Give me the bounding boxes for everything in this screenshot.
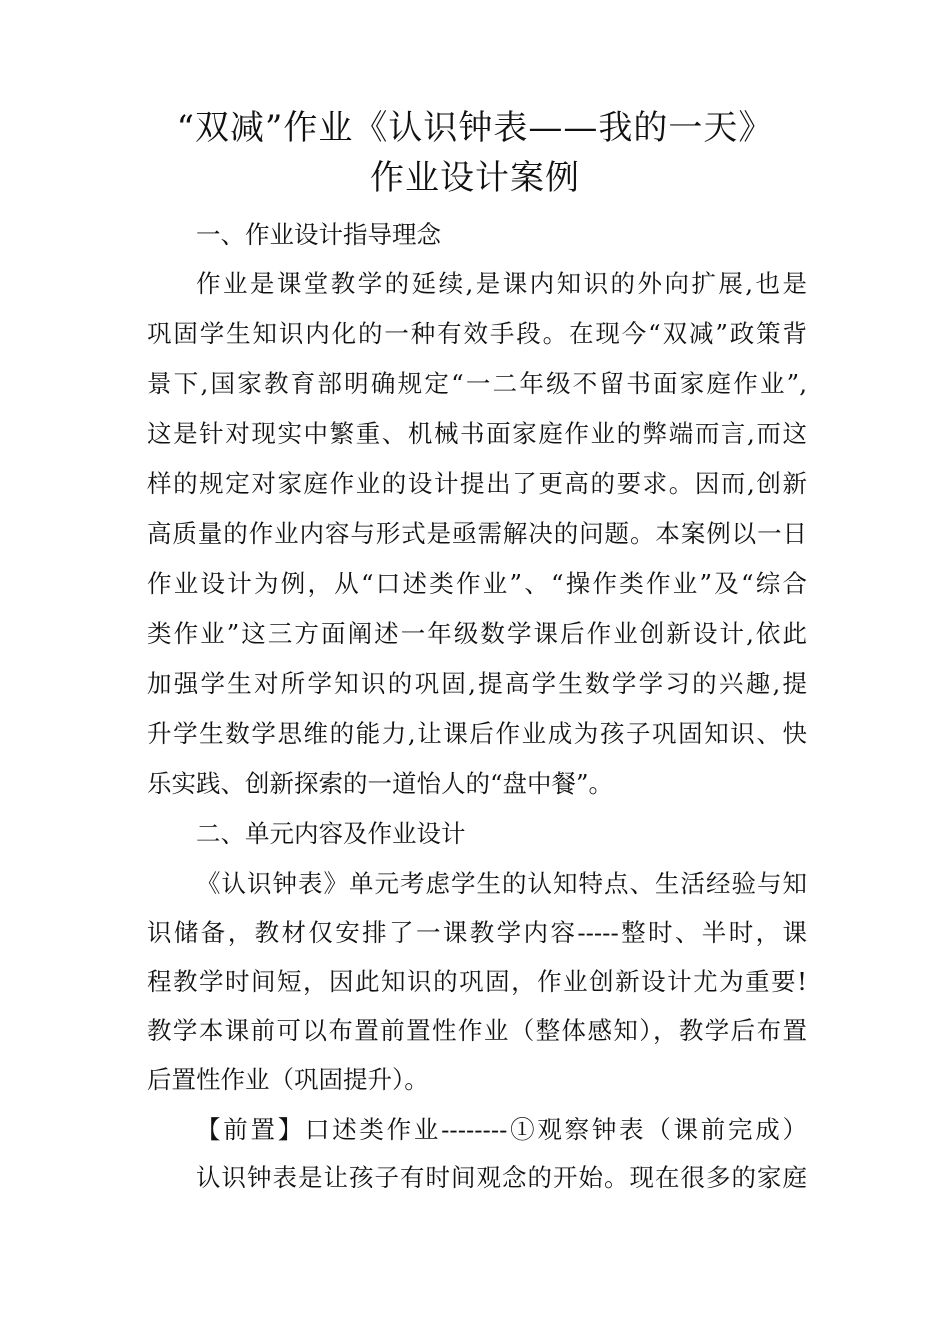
- paragraph-line: 《认识钟表》单元考虑学生的认知特点、生活经验与知: [196, 869, 807, 898]
- paragraph-line: 识储备，教材仅安排了一课教学内容-----整时、半时，课: [147, 918, 807, 947]
- paragraph-line: 程教学时间短，因此知识的巩固，作业创新设计尤为重要!: [147, 967, 807, 996]
- paragraph-line-last: 乐实践、创新探索的一道怡人的“盘中餐”。: [147, 769, 614, 798]
- document-title-line1: “双减”作业《认识钟表——我的一天》: [176, 108, 774, 148]
- paragraph-line: 巩固学生知识内化的一种有效手段。在现今“双减”政策背: [147, 319, 807, 348]
- paragraph-line: 景下,国家教育部明确规定“一二年级不留书面家庭作业”,: [147, 369, 807, 398]
- paragraph-line: 升学生数学思维的能力,让课后作业成为孩子巩固知识、快: [147, 719, 807, 748]
- paragraph-line: 作业设计为例，从“口述类作业”、“操作类作业”及“综合: [147, 569, 807, 598]
- paragraph-line-last: 后置性作业（巩固提升）。: [147, 1065, 429, 1094]
- paragraph-line: 这是针对现实中繁重、机械书面家庭作业的弊端而言,而这: [147, 419, 807, 448]
- paragraph-line: 高质量的作业内容与形式是亟需解决的问题。本案例以一日: [147, 519, 807, 548]
- paragraph-line: 类作业”这三方面阐述一年级数学课后作业创新设计,依此: [147, 619, 807, 648]
- document-title-line2: 作业设计案例: [370, 158, 580, 198]
- section2-heading: 二、单元内容及作业设计: [196, 819, 466, 848]
- subsection-heading: 【前置】口述类作业--------①观察钟表（课前完成）: [196, 1115, 807, 1144]
- paragraph-line: 加强学生对所学知识的巩固,提高学生数学学习的兴趣,提: [147, 669, 807, 698]
- paragraph-line: 教学本课前可以布置前置性作业（整体感知），教学后布置: [147, 1016, 807, 1045]
- paragraph-line: 样的规定对家庭作业的设计提出了更高的要求。因而,创新: [147, 469, 807, 498]
- paragraph-line: 认识钟表是让孩子有时间观念的开始。现在很多的家庭: [196, 1163, 807, 1192]
- paragraph-line: 作业是课堂教学的延续,是课内知识的外向扩展,也是: [196, 269, 807, 298]
- section1-heading: 一、作业设计指导理念: [196, 220, 441, 249]
